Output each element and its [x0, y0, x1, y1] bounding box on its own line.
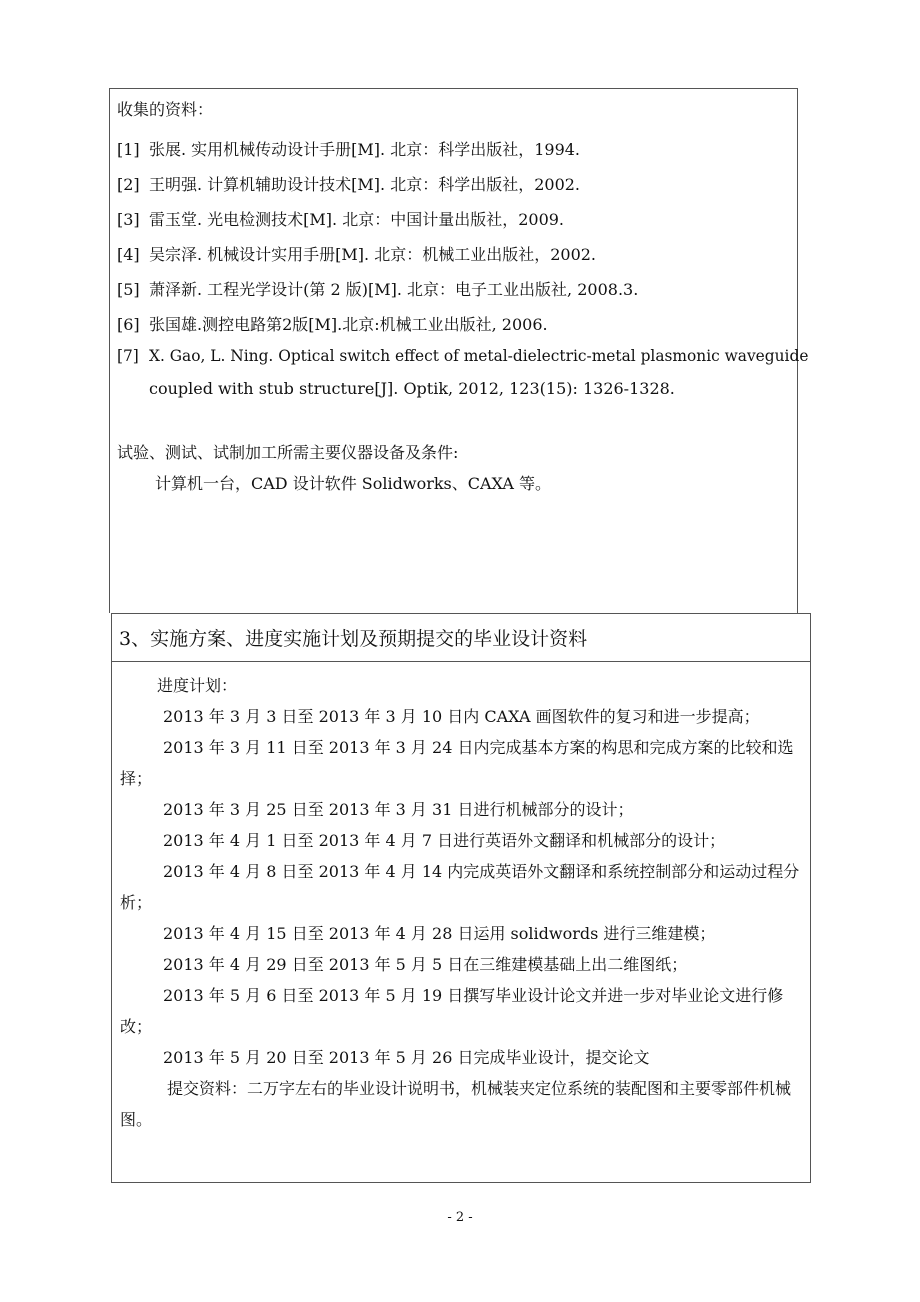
reference-item	[117, 137, 580, 160]
reference-text: 王明强. 计算机辅助设计技术[M]. 北京：科学出版社，2002.	[149, 175, 581, 194]
schedule-item: 2013 年 5 月 20 日至 2013 年 5 月 26 日完成毕业设计，提交论文	[163, 1048, 650, 1067]
reference-text: 萧泽新. 工程光学设计(第 2 版)[M]. 北京：电子工业出版社, 2008.3.	[149, 280, 639, 299]
reference-text: 雷玉堂. 光电检测技术[M]. 北京：中国计量出版社，2009.	[149, 210, 565, 229]
reference-text: 吴宗泽. 机械设计实用手册[M]. 北京：机械工业出版社，2002.	[149, 245, 597, 264]
reference-text: X. Gao, L. Ning. Optical switch effect of metal-dielectric-metal plasmonic waveguide	[149, 347, 809, 365]
section-3-body	[120, 670, 806, 1135]
reference-number: [2]	[117, 175, 140, 194]
reference-number: [6]	[117, 315, 140, 334]
reference-text: 张展. 实用机械传动设计手册[M]. 北京：科学出版社，1994.	[149, 140, 581, 159]
schedule-item: 2013 年 3 月 3 日至 2013 年 3 月 10 日内 CAXA 画图软件的复习和进一步提高；	[163, 707, 760, 726]
schedule-item: 2013 年 4 月 15 日至 2013 年 4 月 28 日运用 solidwords 进行三维建模；	[163, 924, 716, 943]
schedule-item: 2013 年 5 月 6 日至 2013 年 5 月 19 日撰写毕业设计论文并进一步对毕业论文进行修改；	[120, 986, 784, 1036]
section-3-heading: 3、实施方案、进度实施计划及预期提交的毕业设计资料	[112, 614, 810, 662]
reference-number: [5]	[117, 280, 140, 299]
section-3-box	[111, 613, 811, 1183]
schedule-item: 2013 年 3 月 25 日至 2013 年 3 月 31 日进行机械部分的设计；	[163, 800, 634, 819]
reference-text: 张国雄.测控电路第2版[M].北京:机械工业出版社, 2006.	[149, 315, 548, 334]
schedule-item: 2013 年 4 月 1 日至 2013 年 4 月 7 日进行英语外文翻译和机械部分的设计；	[163, 831, 726, 850]
reference-number: [4]	[117, 245, 140, 264]
reference-item	[117, 242, 596, 265]
reference-item	[117, 172, 580, 195]
collected-title: 收集的资料：	[117, 100, 214, 119]
equipment-text: 计算机一台，CAD 设计软件 Solidworks、CAXA 等。	[155, 474, 552, 493]
reference-item	[117, 277, 638, 300]
references-box	[109, 88, 809, 613]
schedule-item: 2013 年 4 月 29 日至 2013 年 5 月 5 日在三维建模基础上出二维图纸；	[163, 955, 688, 974]
submission-text: 提交资料：二万字左右的毕业设计说明书，机械装夹定位系统的装配图和主要零部件机械图。	[120, 1079, 792, 1129]
reference-item	[117, 341, 808, 404]
reference-number: [3]	[117, 210, 140, 229]
schedule-item: 2013 年 4 月 8 日至 2013 年 4 月 14 内完成英语外文翻译和系统控制部分和运动过程分析；	[120, 862, 800, 912]
page-number: - 2 -	[447, 1210, 473, 1225]
reference-item	[117, 207, 564, 230]
reference-number: [7]	[117, 347, 139, 365]
schedule-item: 2013 年 3 月 11 日至 2013 年 3 月 24 日内完成基本方案的构思和完成方案的比较和选择；	[120, 738, 794, 788]
reference-item	[117, 312, 548, 335]
reference-number: [1]	[117, 140, 140, 159]
equipment-title: 试验、测试、试制加工所需主要仪器设备及条件:	[117, 443, 459, 462]
reference-text-continued: coupled with stub structure[J]. Optik, 2012, 123(15): 1326-1328.	[149, 379, 675, 398]
plan-title: 进度计划：	[157, 676, 238, 695]
